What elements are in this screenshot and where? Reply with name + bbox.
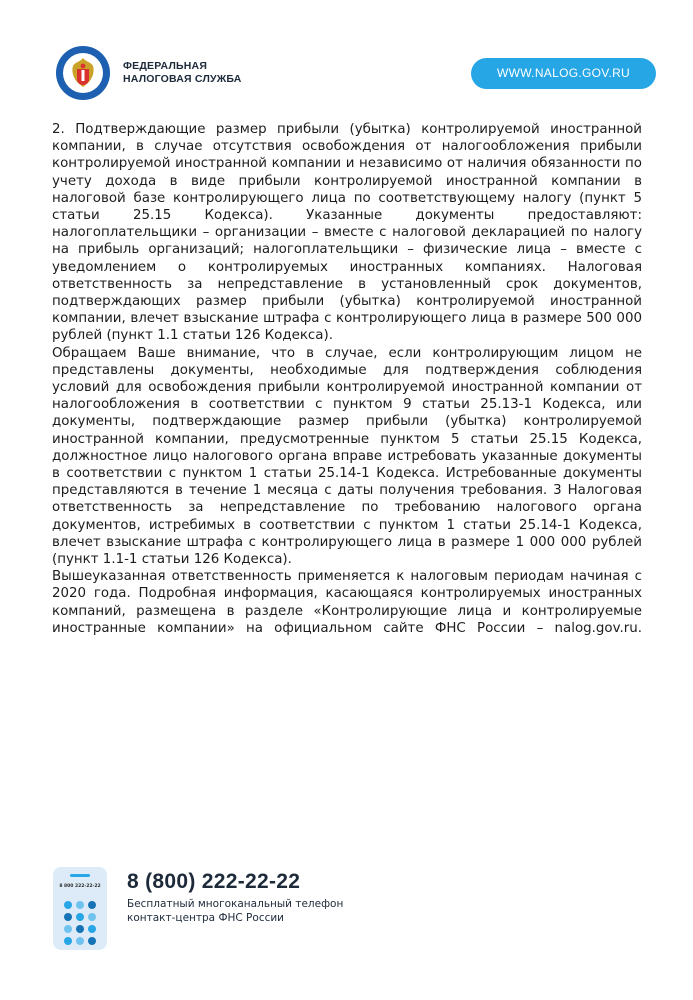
keypad-icon: [64, 901, 96, 945]
hotline-description: [127, 897, 343, 925]
org-name-line2: НАЛОГОВАЯ СЛУЖБА: [123, 73, 242, 85]
paragraph-attention: Обращаем Ваше внимание, что в случае, если контролирующим лицом не представлены документы, необходимые для подтверждения соблюдения условий для освобождения прибыли контролируемой иностранной компании от налогообложения в соответствии с пунктом 9 статьи 25.13-1 Кодекса, или документы, подтверждающие размер прибыли (убытка) контролируемой иностранной компании, предусмотренные пунктом 5 статьи 25.15 Кодекса, должностное лицо налогового органа вправе истребовать указанные документы в соответствии с пунктом 1 статьи 25.14-1 Кодекса. Истребованные документы представляются в течение 1 месяца с даты получения требования. 3 Налоговая ответственность за непредставление по требованию налогового органа документов, истребимых в соответствии с пунктом 1 статьи 25.14-1 Кодекса, влечет взыскание штрафа с контролирующего лица в размере 1 000 000 рублей (пункт 1.1-1 статьи 126 Кодекса).: [52, 345, 642, 568]
page-header: [0, 0, 693, 120]
fns-emblem-icon: [55, 45, 111, 101]
document-body: [52, 121, 642, 637]
phone-screen-number: 8 800 222-22-22: [59, 884, 101, 889]
phone-icon: [53, 867, 107, 950]
page-footer: [0, 860, 693, 1000]
paragraph-profit-documents: 2. Подтверждающие размер прибыли (убытка) контролируемой иностранной компании, в случае отсутствия освобождения от налогообложения прибыли контролируемой иностранной компании и независимо от наличия обязанности по учету дохода в виде прибыли контролируемой иностранной компании в налоговой базе контролирующего лица по соответствующему налогу (пункт 5 статьи 25.15 Кодекса). Указанные документы предоставляют: налогоплательщики – организации – вместе с налоговой декларацией по налогу на прибыль организаций; налогоплательщики – физические лица – вместе с уведомлением о контролируемых иностранных компаниях. Налоговая ответственность за непредставление в установленный срок документов, подтверждающих размер прибыли (убытка) контролируемой иностранной компании, влечет взыскание штрафа с контролирующего лица в размере 500 000 рублей (пункт 1.1 статьи 126 Кодекса).: [52, 122, 642, 344]
website-link-button[interactable]: WWW.NALOG.GOV.RU: [471, 58, 656, 89]
paragraph-responsibility: Вышеуказанная ответственность применяется к налоговым периодам начиная с 2020 года. Подробная информация, касающаяся контролируемых иностранных компаний, размещена в разделе «Контролирующие лица и контролируемые иностранные компании» на официальном сайте ФНС России – nalog.gov.ru.: [52, 569, 642, 636]
hotline-desc-line1: Бесплатный многоканальный телефон: [127, 898, 344, 910]
organization-name: [123, 60, 242, 86]
org-name-line1: ФЕДЕРАЛЬНАЯ: [123, 60, 208, 72]
hotline-desc-line2: контакт-центра ФНС России: [127, 912, 285, 924]
hotline-phone-number[interactable]: 8 (800) 222-22-22: [127, 870, 301, 893]
phone-speaker: [70, 874, 90, 877]
